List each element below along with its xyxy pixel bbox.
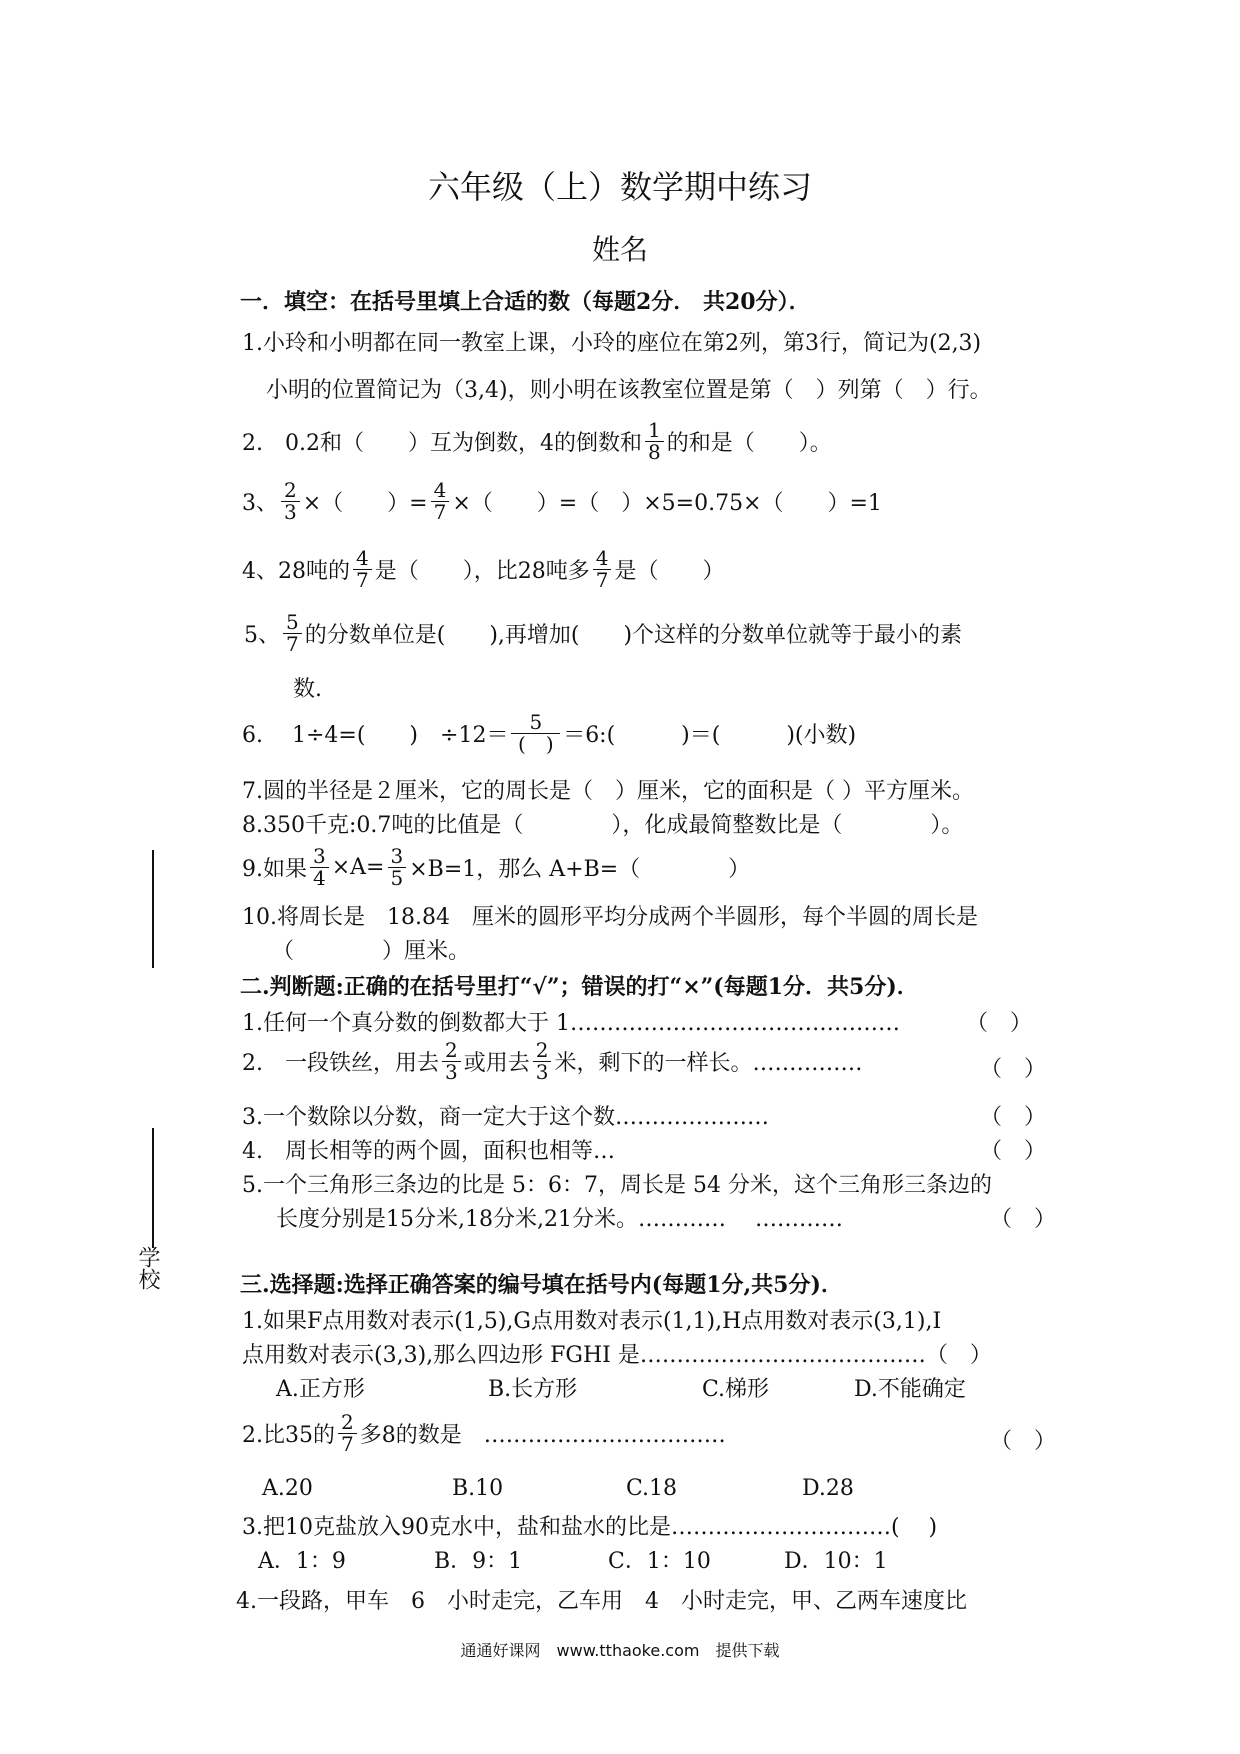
s2-q5-line2: 长度分别是15分米,18分米,21分米。………… ………… bbox=[276, 1207, 843, 1232]
s1-q2 bbox=[242, 420, 832, 463]
s3-q1-option-b: B.长方形 bbox=[488, 1377, 578, 1402]
page-title: 六年级（上）数学期中练习 bbox=[427, 168, 812, 206]
s2-q3-answer-paren: （ ） bbox=[980, 1105, 1047, 1130]
s1-q6-text-b: ＝6:( )＝( )(小数) bbox=[563, 723, 857, 748]
s1-q8: 8.350千克:0.7吨的比值是（ ），化成最简整数比是（ ）。 bbox=[242, 813, 964, 838]
s2-q3: 3.一个数除以分数，商一定大于这个数………………… bbox=[242, 1105, 769, 1130]
s2-q4-answer-paren: （ ） bbox=[980, 1139, 1047, 1164]
margin-rule-upper bbox=[152, 850, 154, 968]
s3-q3: 3.把10克盐放入90克水中，盐和盐水的比是…………………………( ) bbox=[242, 1515, 938, 1540]
s2-q5-line1: 5.一个三角形三条边的比是 5：6：7，周长是 54 分米，这个三角形三条边的 bbox=[242, 1173, 992, 1198]
s1-q5 bbox=[244, 612, 962, 655]
s2-q2-answer-paren: （ ） bbox=[980, 1057, 1047, 1082]
section2-heading: 二.判断题:正确的在括号里打“√”；错误的打“×”(每题1分．共5分)． bbox=[240, 974, 919, 1000]
fraction-two-sevenths: $\frac{2}{7}$ bbox=[338, 1412, 357, 1455]
s3-q2-option-d: D.28 bbox=[802, 1476, 854, 1501]
s1-q3 bbox=[242, 480, 882, 523]
fraction-two-thirds: $\frac{2}{3}$ bbox=[533, 1040, 552, 1083]
fraction-four-sevenths: $\frac{4}{7}$ bbox=[431, 480, 450, 523]
s3-q3-option-b: B．9：1 bbox=[434, 1549, 523, 1574]
s3-q3-option-c: C．1：10 bbox=[608, 1549, 711, 1574]
s3-q2-option-c: C.18 bbox=[626, 1476, 678, 1501]
s1-q3-text-a: 3、 bbox=[242, 491, 278, 516]
s3-q2-text-a: 2.比35的 bbox=[242, 1423, 335, 1448]
fraction-four-sevenths: $\frac{4}{7}$ bbox=[353, 548, 372, 591]
s3-q3-option-a: A．1：9 bbox=[258, 1549, 346, 1574]
s1-q5-line2: 数. bbox=[293, 677, 322, 702]
s1-q3-text-c: ×（ ）=（ ）×5=0.75×（ ）=1 bbox=[452, 491, 882, 516]
s3-q3-option-d: D．10：1 bbox=[784, 1549, 888, 1574]
fraction-two-thirds: $\frac{2}{3}$ bbox=[442, 1040, 461, 1083]
fraction-five-over-blank: $\frac{5}{( )}$ bbox=[511, 712, 560, 755]
fraction-two-thirds: $\frac{2}{3}$ bbox=[281, 480, 300, 523]
s1-q9-text-c: ×B=1，那么 A+B=（ ） bbox=[409, 857, 751, 882]
s1-q9-text-b: ×A= bbox=[331, 855, 385, 880]
fraction-four-sevenths: $\frac{4}{7}$ bbox=[593, 548, 612, 591]
s1-q6-text-a: 6. 1÷4=( ) ÷12＝ bbox=[242, 723, 509, 748]
s1-q3-text-b: ×（ ）= bbox=[302, 491, 428, 516]
s2-q1-answer-paren: （ ） bbox=[966, 1011, 1033, 1036]
s3-q4: 4.一段路，甲车 6 小时走完，乙车用 4 小时走完，甲、乙两车速度比 bbox=[236, 1589, 967, 1614]
fraction-five-sevenths: $\frac{5}{7}$ bbox=[283, 612, 302, 655]
s1-q4-text-a: 4、28吨的 bbox=[242, 559, 350, 584]
s2-q2-text-b: 或用去 bbox=[463, 1051, 530, 1076]
s2-q1: 1.任何一个真分数的倒数都大于 1……………………………………… bbox=[242, 1011, 900, 1036]
s1-q5-text-b: 的分数单位是( ),再增加( )个这样的分数单位就等于最小的素 bbox=[304, 623, 963, 648]
s1-q9-text-a: 9.如果 bbox=[242, 857, 307, 882]
s1-q10-line1: 10.将周长是 18.84 厘米的圆形平均分成两个半圆形，每个半圆的周长是 bbox=[242, 905, 978, 930]
s3-q2-answer-paren: （ ） bbox=[990, 1429, 1057, 1454]
margin-rule-lower bbox=[152, 1128, 154, 1248]
s1-q10-line2: （ ）厘米。 bbox=[272, 939, 471, 964]
s1-q2-text-a: 2. 0.2和（ ）互为倒数，4的倒数和 bbox=[242, 431, 642, 456]
name-label: 姓名 bbox=[591, 233, 648, 266]
s1-q6 bbox=[242, 712, 856, 755]
s3-q2-option-b: B.10 bbox=[452, 1476, 504, 1501]
s3-q2-text-b: 多8的数是 …………………………… bbox=[359, 1423, 726, 1448]
footer-credit: 通通好课网 www.tthaoke.com 提供下载 bbox=[460, 1641, 780, 1660]
school-label: 学校 bbox=[135, 1246, 160, 1290]
s3-q1-line2: 点用数对表示(3,3),那么四边形 FGHI 是…………………………………（ ） bbox=[242, 1343, 992, 1368]
s2-q5-answer-paren: （ ） bbox=[990, 1207, 1057, 1232]
s1-q4-text-b: 是（ ），比28吨多 bbox=[374, 559, 590, 584]
s3-q2 bbox=[242, 1412, 726, 1455]
fraction-three-fifths: $\frac{3}{5}$ bbox=[388, 846, 407, 889]
s1-q5-text-a: 5、 bbox=[244, 623, 280, 648]
s1-q9 bbox=[242, 846, 750, 889]
s1-q4 bbox=[242, 548, 724, 591]
fraction-one-eighth: $\frac{1}{8}$ bbox=[645, 420, 664, 463]
s3-q2-option-a: A.20 bbox=[262, 1476, 313, 1501]
s2-q2-text-c: 米，剩下的一样长。…………… bbox=[554, 1051, 863, 1076]
s2-q4: 4. 周长相等的两个圆，面积也相等… bbox=[242, 1139, 615, 1164]
section3-heading: 三.选择题:选择正确答案的编号填在括号内(每题1分,共5分)． bbox=[240, 1272, 843, 1298]
s3-q1-line1: 1.如果F点用数对表示(1,5),G点用数对表示(1,1),H点用数对表示(3,1),I bbox=[242, 1309, 942, 1334]
section1-heading: 一．填空：在括号里填上合适的数（每题2分． 共20分）． bbox=[240, 289, 811, 315]
s1-q4-text-c: 是（ ） bbox=[614, 559, 725, 584]
s2-q2 bbox=[242, 1040, 863, 1083]
s3-q1-option-a: A.正方形 bbox=[276, 1377, 365, 1402]
s1-q7: 7.圆的半径是２厘米，它的周长是（ ）厘米，它的面积是（ ）平方厘米。 bbox=[242, 779, 974, 804]
s3-q1-option-c: C.梯形 bbox=[702, 1377, 770, 1402]
s1-q1-line2: 小明的位置简记为（3,4)，则小明在该教室位置是第（ ）列第（ ）行。 bbox=[266, 378, 992, 403]
s3-q1-option-d: D.不能确定 bbox=[854, 1377, 966, 1402]
s2-q2-text-a: 2. 一段铁丝，用去 bbox=[242, 1051, 439, 1076]
s1-q1-line1: 1.小玲和小明都在同一教室上课，小玲的座位在第2列，第3行，简记为(2,3) bbox=[242, 331, 982, 356]
s1-q2-text-b: 的和是（ ）。 bbox=[666, 431, 832, 456]
fraction-three-quarters: $\frac{3}{4}$ bbox=[310, 846, 329, 889]
